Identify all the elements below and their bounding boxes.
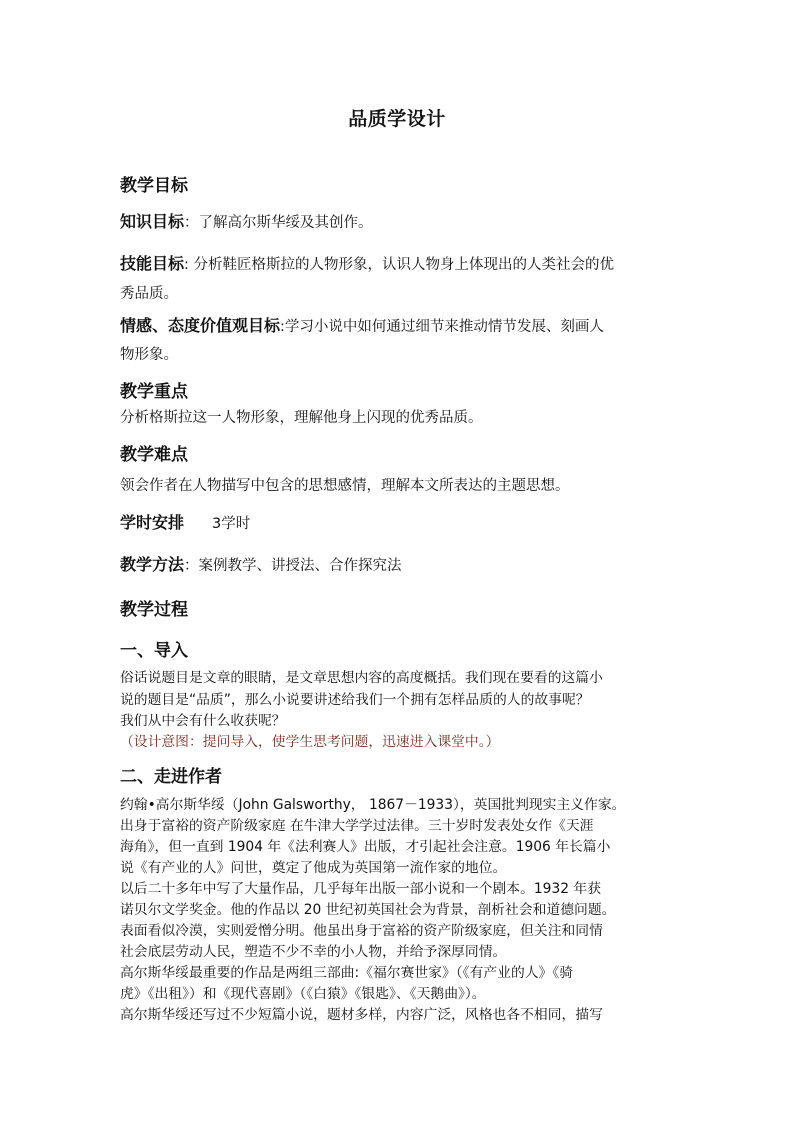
author-line: 虎》《出租》）和《现代喜剧》（《白猿》《银匙》、《天鹅曲》）。: [120, 986, 486, 1002]
schedule-label: 学时安排: [120, 513, 185, 532]
knowledge-text: ：了解高尔斯华绥及其创作。: [184, 215, 373, 231]
part2-heading: 二、走进作者: [120, 767, 222, 787]
method-row: [120, 555, 685, 576]
objectives-heading: 教学目标: [120, 176, 188, 196]
skill-label: 技能目标: [120, 254, 185, 273]
skill-objective-line-2: 秀品质。: [120, 286, 178, 302]
method-text: ：案例教学、讲授法、合作探究法: [184, 558, 402, 574]
author-line: 约翰•高尔斯华绥（John Galsworthy， 1867－1933），英国批判现实主义作家。: [120, 797, 626, 813]
knowledge-objective: [120, 212, 685, 233]
page-title: 品质学设计: [348, 108, 446, 130]
schedule-row: [120, 513, 685, 534]
author-line: 社会底层劳动人民，塑造不少不幸的小人物，并给予深厚同情。: [120, 944, 507, 960]
author-line: 说《有产业的人》问世，奠定了他成为英国第一流作家的地位。: [120, 860, 507, 876]
part1-line: 我们从中会有什么收获呢？: [120, 713, 286, 729]
knowledge-label: 知识目标: [120, 212, 185, 231]
part1-heading: 一、导入: [120, 641, 188, 661]
author-line: 高尔斯华绥还写过不少短篇小说，题材多样，内容广泛，风格也各不相同，描写: [120, 1007, 603, 1023]
method-label: 教学方法: [120, 555, 185, 574]
skill-text-1: : 分析鞋匠格斯拉的人物形象，认识人物身上体现出的人类社会的优: [184, 257, 615, 273]
author-line: 海角》，但一直到 1904 年《法利赛人》出版，才引起社会注意。1906 年长篇小: [120, 839, 611, 855]
difficulty-heading: 教学难点: [120, 445, 188, 465]
emotion-objective-line-1: [120, 316, 685, 337]
author-line: 出身于富裕的资产阶级家庭 在牛津大学学过法律。三十岁时发表处女作《天涯: [120, 818, 594, 834]
emotion-label: 情感、态度价值观目标: [120, 316, 281, 335]
key-points-text: 分析格斯拉这一人物形象，理解他身上闪现的优秀品质。: [120, 410, 483, 426]
design-intent-note: （设计意图：提问导入，使学生思考问题，迅速进入课堂中。）: [120, 734, 500, 750]
author-line: 高尔斯华绥最重要的作品是两组三部曲:《福尔赛世家》（《有产业的人》《骑: [120, 965, 574, 981]
skill-objective-line-1: [120, 254, 685, 275]
schedule-value: 3学时: [212, 516, 251, 532]
emotion-text-1: :学习小说中如何通过细节来推动情节发展、刻画人: [280, 319, 604, 335]
part1-line: 说的题目是“品质”，那么小说要讲述给我们一个拥有怎样品质的人的故事呢？: [120, 692, 590, 708]
process-heading: 教学过程: [120, 600, 188, 620]
author-line: 表面看似冷漠，实则爱憎分明。他虽出身于富裕的资产阶级家庭，但关注和同情: [120, 923, 603, 939]
difficulty-text: 领会作者在人物描写中包含的思想感情，理解本文所表达的主题思想。: [120, 478, 570, 494]
emotion-objective-line-2: 物形象。: [120, 347, 178, 363]
part1-line: 俗话说题目是文章的眼睛，是文章思想内容的高度概括。我们现在要看的这篇小: [120, 670, 603, 686]
author-line: 以后二十多年中写了大量作品，几乎每年出版一部小说和一个剧本。1932 年获: [120, 881, 601, 897]
key-points-heading: 教学重点: [120, 382, 188, 402]
author-line: 诺贝尔文学奖金。他的作品以 20 世纪初英国社会为背景，剖析社会和道德问题。: [120, 902, 616, 918]
